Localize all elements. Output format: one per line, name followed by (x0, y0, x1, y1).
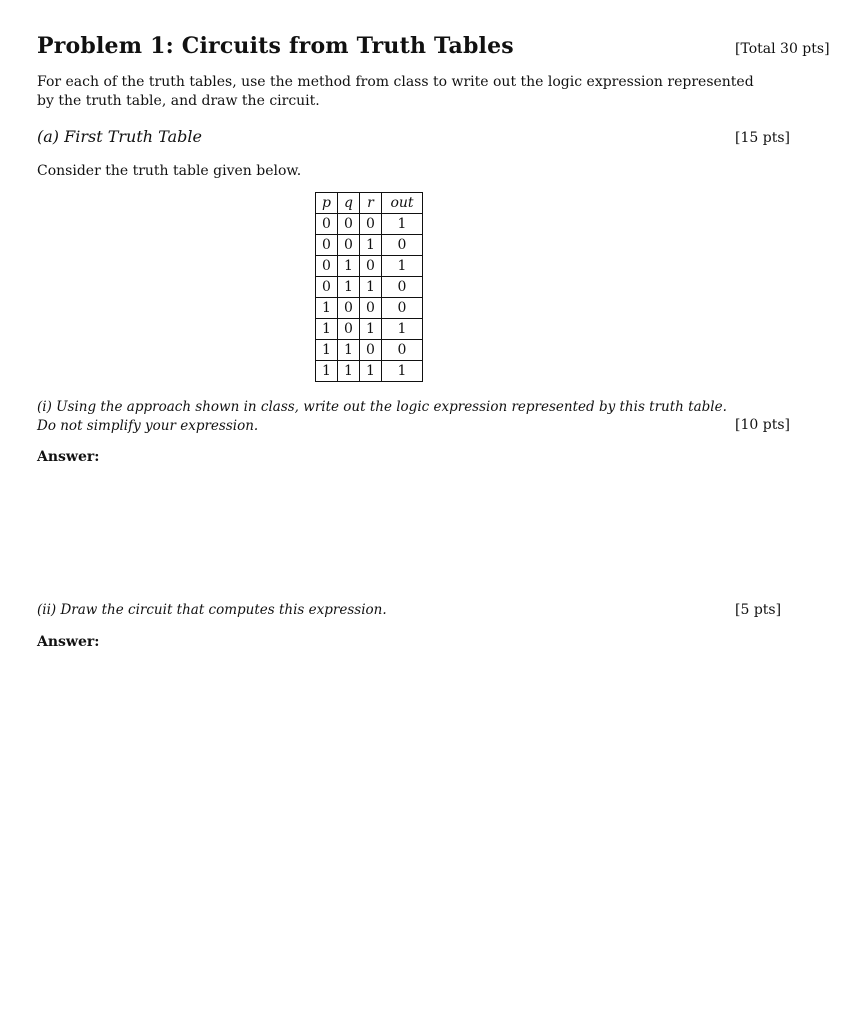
table-cell: 1 (316, 361, 338, 382)
table-cell: 1 (382, 361, 423, 382)
table-cell: 1 (360, 361, 382, 382)
truth-table-header-row (316, 193, 423, 214)
table-cell: 0 (316, 256, 338, 277)
table-row (316, 319, 423, 340)
table-cell: 0 (338, 319, 360, 340)
table-cell: 0 (316, 235, 338, 256)
part-a-points: [15 pts] (735, 130, 790, 146)
table-row (316, 214, 423, 235)
table-cell: 1 (316, 340, 338, 361)
table-cell: 0 (360, 256, 382, 277)
table-cell: 1 (360, 319, 382, 340)
header-q: q (338, 193, 360, 214)
intro-line-2: by the truth table, and draw the circuit. (37, 93, 320, 109)
table-cell: 1 (316, 319, 338, 340)
header-r: r (360, 193, 382, 214)
part-i-line-2: Do not simplify your expression. (37, 418, 259, 434)
answer-label-i: Answer: (37, 449, 100, 465)
header-p: p (316, 193, 338, 214)
table-cell: 1 (360, 235, 382, 256)
table-cell: 1 (338, 277, 360, 298)
table-cell: 0 (338, 298, 360, 319)
truth-table (315, 192, 423, 382)
part-i-points: [10 pts] (735, 417, 790, 433)
table-cell: 1 (316, 298, 338, 319)
table-cell: 1 (382, 319, 423, 340)
table-cell: 1 (382, 256, 423, 277)
table-cell: 0 (382, 340, 423, 361)
problem-title: Problem 1: Circuits from Truth Tables (37, 33, 514, 59)
table-cell: 0 (316, 277, 338, 298)
table-cell: 0 (360, 214, 382, 235)
part-i-line-1: (i) Using the approach shown in class, write out the logic expression represented by this truth table. (37, 399, 727, 415)
table-row (316, 256, 423, 277)
table-row (316, 235, 423, 256)
table-cell: 0 (360, 340, 382, 361)
table-cell: 0 (338, 235, 360, 256)
table-cell: 0 (338, 214, 360, 235)
table-cell: 1 (338, 361, 360, 382)
intro-line-1: For each of the truth tables, use the method from class to write out the logic expression represented (37, 74, 754, 90)
table-row (316, 277, 423, 298)
part-ii-text: (ii) Draw the circuit that computes this expression. (37, 602, 387, 618)
table-cell: 1 (360, 277, 382, 298)
part-a-heading: (a) First Truth Table (37, 127, 202, 146)
table-row (316, 340, 423, 361)
table-cell: 0 (382, 235, 423, 256)
table-row (316, 361, 423, 382)
table-cell: 0 (382, 298, 423, 319)
table-cell: 1 (338, 340, 360, 361)
table-row (316, 298, 423, 319)
consider-text: Consider the truth table given below. (37, 163, 302, 179)
part-ii-points: [5 pts] (735, 602, 782, 618)
total-points: [Total 30 pts] (735, 41, 830, 57)
table-cell: 0 (382, 277, 423, 298)
table-cell: 1 (382, 214, 423, 235)
answer-label-ii: Answer: (37, 634, 100, 650)
table-cell: 1 (338, 256, 360, 277)
header-out: out (382, 193, 423, 214)
table-cell: 0 (316, 214, 338, 235)
table-cell: 0 (360, 298, 382, 319)
